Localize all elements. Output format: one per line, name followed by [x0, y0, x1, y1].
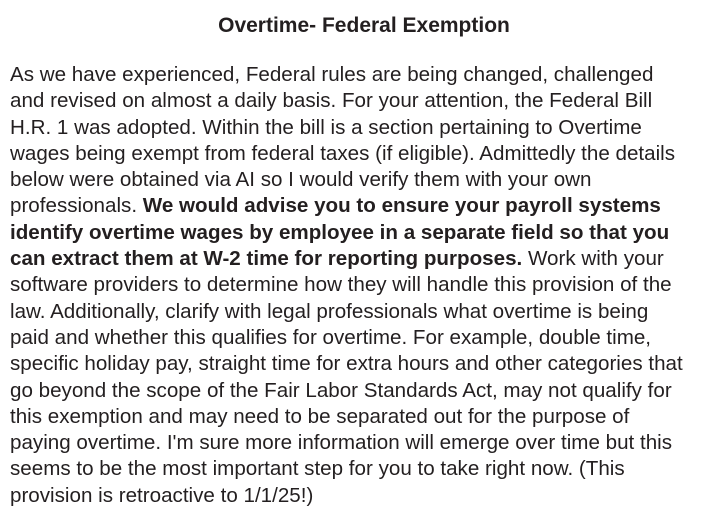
text-line: specific holiday pay, straight time for extra hours and other categories that [10, 352, 683, 376]
text-line: paid and whether this qualifies for overtime. For example, double time, [10, 325, 652, 349]
page-title: Overtime- Federal Exemption [218, 14, 510, 37]
emphasized-text-line: identify overtime wages by employee in a separate field so that you [10, 220, 670, 244]
emphasized-text: We would advise you to ensure your payroll systems [142, 194, 661, 218]
text-line [10, 193, 720, 219]
body-paragraph [10, 62, 720, 509]
text-line [10, 246, 720, 272]
text-line: and revised on almost a daily basis. For your attention, the Federal Bill [10, 89, 653, 113]
text-line: seems to be the most important step for you to take right now. (This [10, 457, 625, 481]
text-line: provision is retroactive to 1/1/25!) [10, 483, 314, 507]
text-line: H.R. 1 was adopted. Within the bill is a section pertaining to Overtime [10, 115, 642, 139]
text-line: software providers to determine how they will handle this provision of the [10, 273, 672, 297]
emphasized-text: can extract them at W-2 time for reporting purposes. [10, 247, 523, 271]
text-line: wages being exempt from federal taxes (if eligible). Admittedly the details [10, 141, 676, 165]
text-line: go beyond the scope of the Fair Labor Standards Act, may not qualify for [10, 378, 672, 402]
text-segment: professionals. [10, 194, 143, 218]
text-line: paying overtime. I'm sure more information will emerge over time but this [10, 431, 673, 455]
text-line: below were obtained via AI so I would verify them with your own [10, 168, 592, 192]
text-line: law. Additionally, clarify with legal professionals what overtime is being [10, 299, 649, 323]
text-segment: Work with your [522, 247, 664, 271]
text-line: As we have experienced, Federal rules are being changed, challenged [10, 63, 654, 86]
text-line: this exemption and may need to be separated out for the purpose of [10, 404, 630, 428]
